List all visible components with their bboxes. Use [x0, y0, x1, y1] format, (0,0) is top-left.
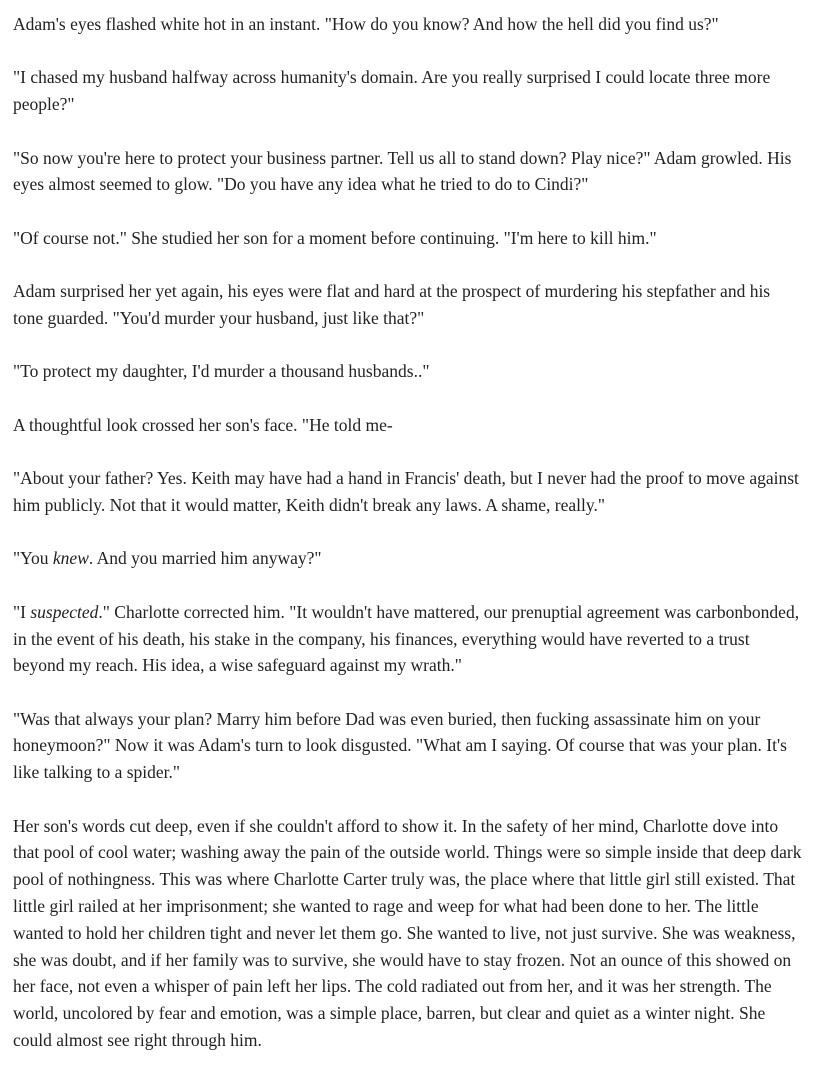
paragraph-text: A thoughtful look crossed her son's face. "He told me- [13, 414, 393, 435]
emphasis-text: suspected [30, 601, 99, 622]
paragraph-4 [13, 225, 803, 252]
paragraph-2 [13, 64, 803, 118]
paragraph-text: "Of course not." She studied her son for a moment before continuing. "I'm here to kill him." [13, 227, 657, 248]
paragraph-text: "So now you're here to protect your business partner. Tell us all to stand down? Play nice?" Adam growled. His eyes almost seemed to glow. "Do you have any idea what he tried to do to Cindi?" [13, 147, 792, 195]
paragraph-7 [13, 412, 803, 439]
paragraph-text: "You [13, 548, 53, 569]
paragraph-6 [13, 358, 803, 385]
paragraph-text: "I [13, 601, 31, 622]
paragraph-1 [13, 11, 803, 38]
paragraph-8 [13, 465, 803, 519]
paragraph-text: Her son's words cut deep, even if she couldn't afford to show it. In the safety of her mind, Charlotte dove into that pool of cool water; washing away the pain of the outside world. Things were so simple inside that deep dark pool of nothingness. This was where Charlotte Carter truly was, the place where that little girl still existed. That little girl railed at her imprisonment; she wanted to rage and weep for what had been done to her. The little wanted to hold her children tight and never let them go. She wanted to live, not just survive. She was weakness, she was doubt, and if her family was to survive, she would have to stay frozen. Not an ounce of this showed on her face, not even a whisper of pain left her lips. The cold radiated out from her, and it was her strength. The world, uncolored by fear and emotion, was a simple place, barren, but clear and quiet as a winter night. She could almost see right through him. [13, 815, 802, 1051]
paragraph-text: ." Charlotte corrected him. "It wouldn't have mattered, our prenuptial agreement was carbonbonded, in the event of his death, his stake in the company, his finances, everything would have reverted to a trust beyond my reach. His idea, a wise safeguard against my wrath." [13, 601, 800, 676]
paragraph-10 [13, 599, 803, 679]
paragraph-text: "Was that always your plan? Marry him before Dad was even buried, then fucking assassinate him on your honeymoon?" Now it was Adam's turn to look disgusted. "What am I saying. Of course that was your plan. It's like talking to a spider." [13, 708, 787, 783]
paragraph-text: "I chased my husband halfway across humanity's domain. Are you really surprised I could locate three more people?" [13, 67, 771, 115]
paragraph-11 [13, 706, 803, 786]
paragraph-text: Adam's eyes flashed white hot in an instant. "How do you know? And how the hell did you find us?" [13, 14, 719, 34]
paragraph-3 [13, 145, 803, 199]
paragraph-12 [13, 813, 803, 1054]
emphasis-text: knew [52, 548, 89, 569]
paragraph-9 [13, 545, 803, 572]
paragraph-text: . And you married him anyway?" [88, 548, 322, 569]
paragraph-text: "To protect my daughter, I'd murder a thousand husbands.." [13, 361, 430, 382]
paragraph-text: "About your father? Yes. Keith may have had a hand in Francis' death, but I never had the proof to move against him publicly. Not that it would matter, Keith didn't break any laws. A shame, really." [13, 468, 799, 515]
paragraph-text: Adam surprised her yet again, his eyes were flat and hard at the prospect of murdering his stepfather and his tone guarded. "You'd murder your husband, just like that?" [13, 281, 771, 328]
paragraph-5 [13, 278, 803, 332]
